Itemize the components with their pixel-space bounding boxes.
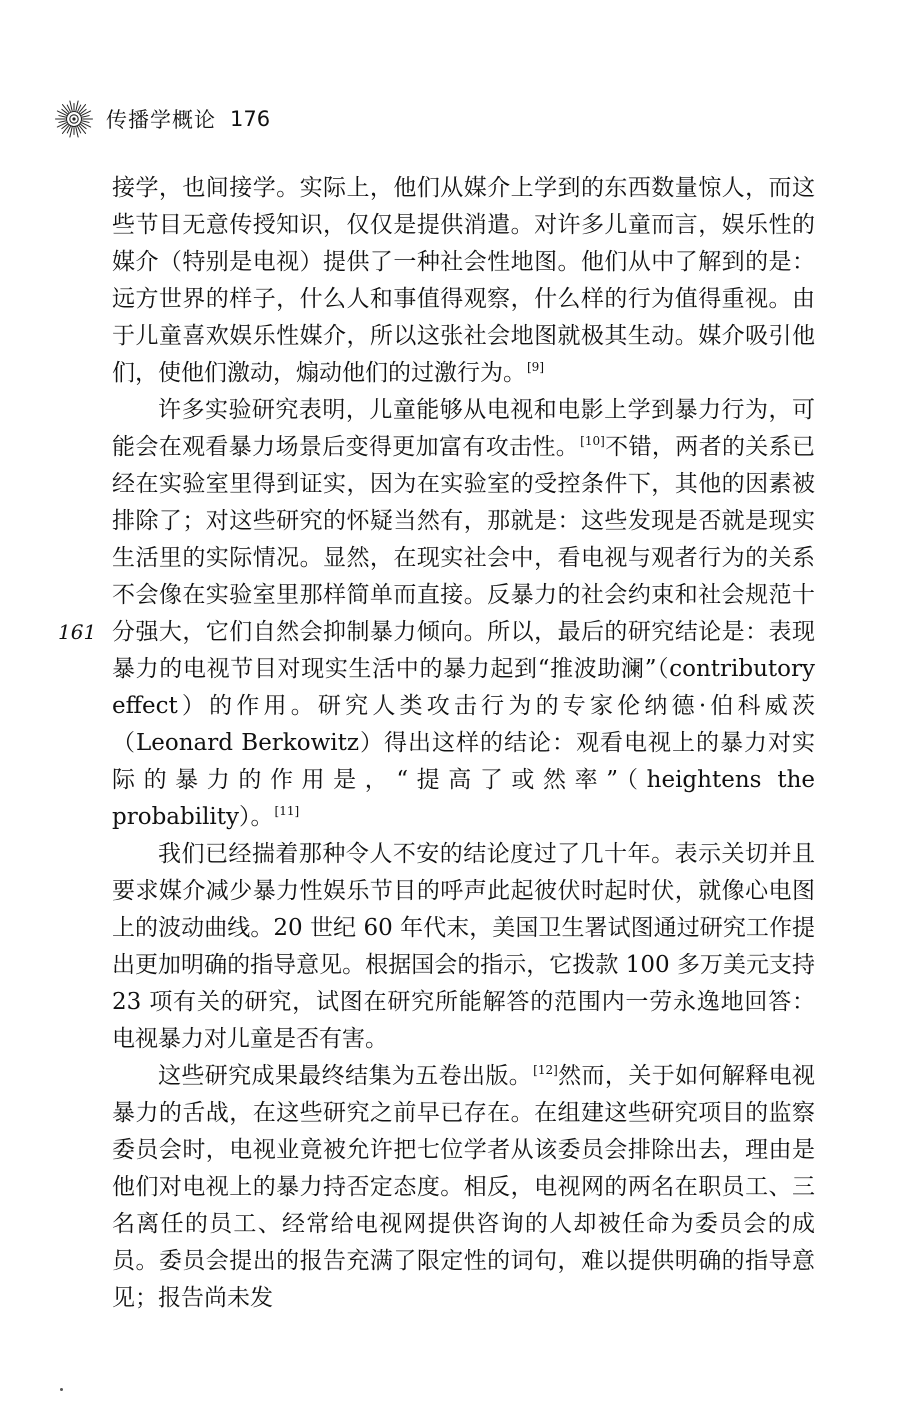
paragraph-2 [112, 392, 815, 836]
footnote-ref: [12] [533, 1063, 558, 1077]
page-number: 176 [230, 107, 271, 131]
paragraph-text: 然而，关于如何解释电视暴力的舌战，在这些研究之前早已存在。在组建这些研究项目的监察委员会时，电视业竟被允许把七位学者从该委员会排除出去，理由是他们对电视上的暴力持否定态度。相反，电视网的两名在职员工、三名离任的员工、经常给电视网提供咨询的人却被任命为委员会的成员。委员会提出的报告充满了限定性的词句，难以提供明确的指导意见；报告尚未发 [112, 1063, 816, 1311]
page-speck [60, 1388, 63, 1391]
book-title: 传播学概论 [106, 108, 216, 132]
body-text [112, 170, 815, 1317]
footnote-ref: [11] [274, 804, 300, 818]
original-page-number: 161 [58, 620, 97, 644]
paragraph-text: 不错，两者的关系已经在实验室里得到证实，因为在实验室的受控条件下，其他的因素被排除了；对这些研究的怀疑当然有，那就是：这些发现是否就是现实生活里的实际情况。显然，在现实社会中，看电视与观者行为的关系不会像在实验室里那样简单而直接。反暴力的社会约束和社会规范十分强大，它们自然会抑制暴力倾向。所以，最后的研究结论是：表现暴力的电视节目对现实生活中的暴力起到“推波助澜”（contributory effect）的作用。研究人类攻击行为的专家伦纳德·伯科威茨（Leonard Berkowitz）得出这样的结论：观看电视上的暴力对实际的暴力的作用是，“提高了或然率”（heightens the probability）。 [112, 434, 816, 830]
paragraph-text: 我们已经揣着那种令人不安的结论度过了几十年。表示关切并且要求媒介减少暴力性娱乐节目的呼声此起彼伏时起时伏，就像心电图上的波动曲线。20 世纪 60 年代末，美国卫生署试图通过研究工作提出更加明确的指导意见。根据国会的指示，它拨款 100 多万美元支持 23 项有关的研究，试图在研究所能解答的范围内一劳永逸地回答：电视暴力对儿童是否有害。 [112, 841, 815, 1052]
paragraph-text: 许多实验研究表明，儿童能够从电视和电影上学到暴力行为，可能会在观看暴力场景后变得更加富有攻击性。 [112, 397, 815, 460]
paragraph-3 [112, 836, 815, 1058]
paragraph-4 [112, 1058, 815, 1317]
paragraph-1 [112, 170, 815, 392]
footnote-ref: [9] [527, 360, 544, 374]
sunburst-emblem-icon [54, 99, 94, 139]
paragraph-text: 这些研究成果最终结集为五卷出版。 [158, 1063, 533, 1089]
paragraph-text: 接学，也间接学。实际上，他们从媒介上学到的东西数量惊人，而这些节目无意传授知识，仅仅是提供消遣。对许多儿童而言，娱乐性的媒介（特别是电视）提供了一种社会性地图。他们从中了解到的是：远方世界的样子，什么人和事值得观察，什么样的行为值得重视。由于儿童喜欢娱乐性媒介，所以这张社会地图就极其生动。媒介吸引他们，使他们激动，煽动他们的过激行为。 [112, 175, 815, 386]
footnote-ref: [10] [580, 434, 605, 448]
running-header [54, 96, 270, 142]
